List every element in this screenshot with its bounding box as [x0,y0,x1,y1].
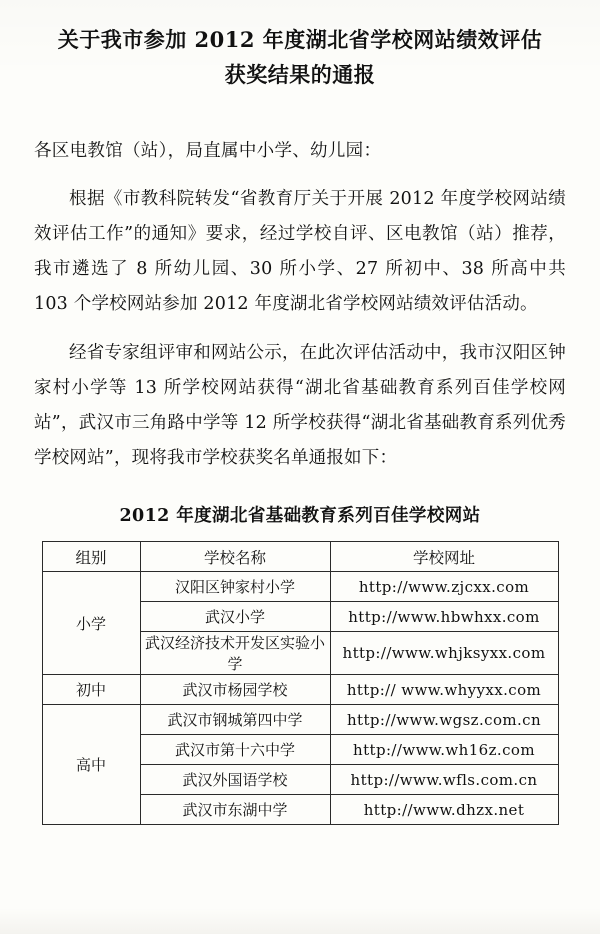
table-row [42,705,558,735]
group-cell: 高中 [42,705,140,825]
table-header-url: 学校网址 [330,542,558,572]
paragraph-1: 根据《市教科院转发“省教育厅关于开展 2012 年度学校网站绩效评估工作”的通知》要求，经过学校自评、区电教馆（站）推荐，我市遴选了 8 所幼儿园、30 所小学、27 所初中、38 所高中共 103 个学校网站参加 2012 年度湖北省学校网站绩效评估活动。 [34,189,566,315]
page-title [34,24,566,91]
school-url-cell: http://www.wh16z.com [330,735,558,765]
school-url-cell: http://www.whjksyxx.com [330,632,558,675]
table-row [42,675,558,705]
table-header-school: 学校名称 [140,542,330,572]
group-cell: 初中 [42,675,140,705]
page-title-line-2: 获奖结果的通报 [224,61,376,87]
school-name-cell: 武汉外国语学校 [140,765,330,795]
school-url-cell: http:// www.whyyxx.com [330,675,558,705]
page-bottom-fade [0,908,600,934]
group-cell: 小学 [42,572,140,675]
school-url-cell: http://www.dhzx.net [330,795,558,825]
page-title-line-1: 关于我市参加 2012 年度湖北省学校网站绩效评估 [57,27,543,52]
school-name-cell: 武汉经济技术开发区实验小学 [140,632,330,675]
school-url-cell: http://www.zjcxx.com [330,572,558,602]
paragraph-2: 经省专家组评审和网站公示，在此次评估活动中，我市汉阳区钟家村小学等 13 所学校网站获得“湖北省基础教育系列百佳学校网站”，武汉市三角路中学等 12 所学校获得“湖北省基础教育系列优秀学校网站”，现将我市学校获奖名单通报如下： [34,343,566,469]
school-name-cell: 汉阳区钟家村小学 [140,572,330,602]
award-table [42,541,559,825]
school-name-cell: 武汉小学 [140,602,330,632]
table-header-row [42,542,558,572]
school-name-cell: 武汉市东湖中学 [140,795,330,825]
table-caption: 2012 年度湖北省基础教育系列百佳学校网站 [119,506,481,527]
school-url-cell: http://www.wgsz.com.cn [330,705,558,735]
school-name-cell: 武汉市第十六中学 [140,735,330,765]
school-url-cell: http://www.hbwhxx.com [330,602,558,632]
school-name-cell: 武汉市钢城第四中学 [140,705,330,735]
salutation: 各区电教馆（站），局直属中小学、幼儿园： [34,141,382,162]
school-url-cell: http://www.wfls.com.cn [330,765,558,795]
table-row [42,572,558,602]
table-header-group: 组别 [42,542,140,572]
school-name-cell: 武汉市杨园学校 [140,675,330,705]
